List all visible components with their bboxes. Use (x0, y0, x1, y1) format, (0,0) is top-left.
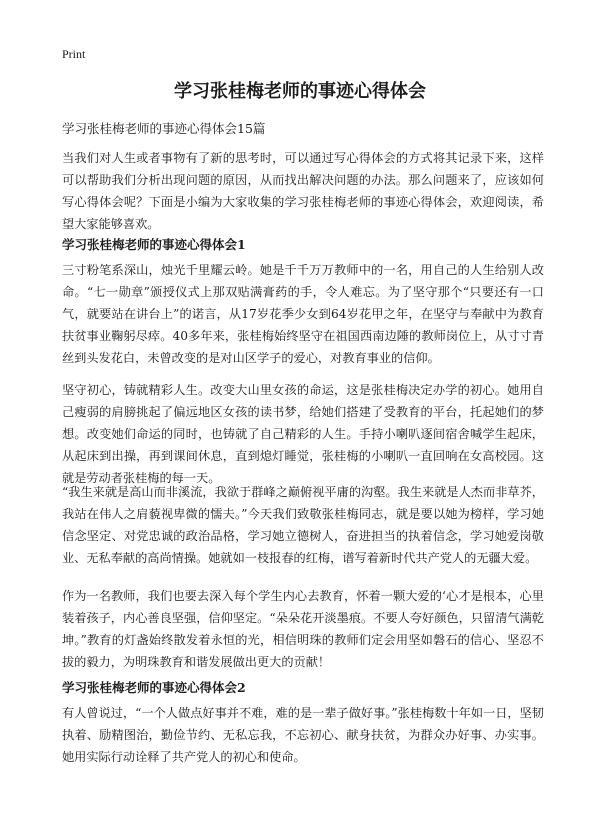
print-link[interactable]: Print (62, 47, 86, 61)
document-subtitle: 学习张桂梅老师的事迹心得体会15篇 (62, 121, 266, 136)
section-1-heading: 学习张桂梅老师的事迹心得体会1 (62, 237, 246, 252)
page-title: 学习张桂梅老师的事迹心得体会 (174, 81, 426, 102)
section-1-paragraph-3: “我生来就是高山而非溪流，我欲于群峰之巅俯视平庸的沟壑。我生来就是人杰而非草芥，我站在伟人之肩藐视卑微的懦夫。”今天我们致敬张桂梅同志，就是要以她为榜样，学习她信念坚定、对党忠诚的政治品格，学习她立德树人，奋进担当的执着信念，学习她爱岗敬业、无私奉献的高尚情操。她就如一枝报春的红梅，谱写着新时代共产党人的无疆大爱。 (62, 485, 544, 565)
section-1-paragraph-1: 三寸粉笔系深山，烛光千里耀云岭。她是千千万万教师中的一名，用自己的人生给别人改命。“七一勋章”颁授仪式上那双贴满膏药的手，令人难忘。为了坚守那个“只要还有一口气，就要站在讲台上”的诺言，从17岁花季少女到64岁花甲之年，在坚守与奉献中为教育扶贫事业鞠躬尽瘁。40多年来，张桂梅始终坚守在祖国西南边陲的教师岗位上，从寸寸青丝到头发花白，未曾改变的是对山区学子的爱心，对教育事业的信仰。 (62, 263, 544, 365)
intro-paragraph: 当我们对人生或者事物有了新的思考时，可以通过写心得体会的方式将其记录下来，这样可以帮助我们分析出现问题的原因，从而找出解决问题的办法。那么问题来了，应该如何写心得体会呢？下面是小编为大家收集的学习张桂梅老师的事迹心得体会，欢迎阅读，希望大家能够喜欢。 (62, 151, 544, 231)
section-2-heading: 学习张桂梅老师的事迹心得体会2 (62, 680, 246, 695)
section-2-paragraph-1: 有人曾说过，“一个人做点好事并不难，难的是一辈子做好事。”张桂梅数十年如一日，坚韧执着、励精图治，勤俭节约、无私忘我，不忘初心、献身扶贫，为群众办好事、办实事。她用实际行动诠释了共产党人的初心和使命。 (62, 706, 544, 764)
section-1-paragraph-4: 作为一名教师，我们也要去深入每个学生内心去教育，怀着一颗大爱的‘心才是根本，心里装着孩子，内心善良坚强，信仰坚定。“朵朵花开淡墨痕。不要人夸好颜色，只留清气满乾坤。”教育的灯盏始终散发着永恒的光，相信明珠的教师们定会用坚如磐石的信心、坚忍不拔的毅力，为明珠教育和谐发展做出更大的贡献！ (62, 589, 544, 669)
section-1-paragraph-2: 坚守初心，铸就精彩人生。改变大山里女孩的命运，这是张桂梅决定办学的初心。她用自己瘦弱的肩膀挑起了偏远地区女孩的读书梦，给她们搭建了受教育的平台，托起她们的梦想。改变她们命运的同时，也铸就了自己精彩的人生。手持小喇叭逐间宿舍喊学生起床，从起床到出操，再到课间休息，直到熄灯睡觉，张桂梅的小喇叭一直回响在女高校园。这就是劳动者张桂梅的每一天。 (62, 383, 544, 485)
